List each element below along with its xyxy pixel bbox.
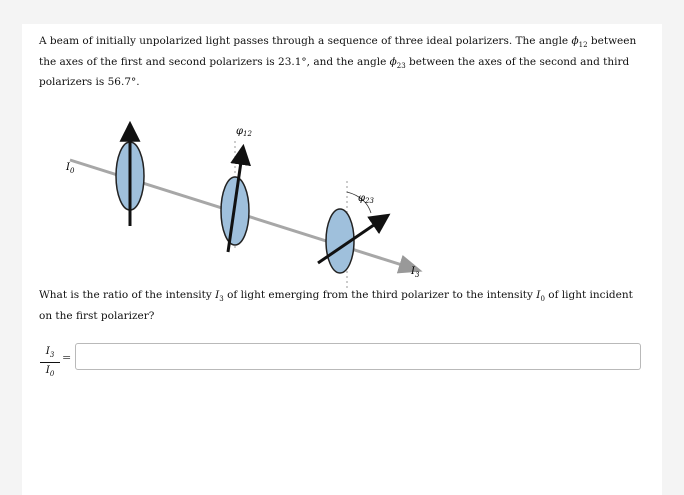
problem-text: between the axes of the second and third polarizers is xyxy=(39,55,630,89)
ratio-fraction-label xyxy=(40,345,60,380)
svg-text:I0 xyxy=(65,162,75,175)
phi-symbol: ϕ xyxy=(571,35,579,47)
phi-subscript-12: 12 xyxy=(578,41,588,50)
question-text xyxy=(39,287,639,324)
angle-23-value: 56.7° xyxy=(107,76,137,89)
answer-input[interactable] xyxy=(75,343,641,370)
angle-12-value: 23.1° xyxy=(278,55,307,68)
question-part: of light emerging from the third polarizer to the intensity xyxy=(223,289,537,301)
label-phi12: φ xyxy=(236,126,244,137)
equals-sign: = xyxy=(62,351,72,364)
label-i3-sub: 3 xyxy=(414,271,420,279)
symbol-i: I xyxy=(536,289,541,301)
polarizer-2 xyxy=(221,126,252,252)
polarizer-1 xyxy=(116,125,144,226)
fraction-bar xyxy=(40,362,60,363)
label-i3: I xyxy=(411,266,415,277)
symbol-i-sub: 0 xyxy=(540,295,545,304)
svg-text:φ12 xyxy=(236,126,252,138)
polarizer-diagram xyxy=(22,89,462,289)
problem-text: . xyxy=(136,76,140,89)
symbol-i-sub: 3 xyxy=(219,295,224,304)
label-phi12-sub: 12 xyxy=(243,130,252,138)
question-part: of light incident on the first polarizer? xyxy=(39,289,633,322)
question-part: What is the ratio of the intensity xyxy=(39,289,216,301)
label-phi23-sub: 23 xyxy=(365,197,374,205)
svg-text:φ23 xyxy=(358,193,374,205)
polarizer-3 xyxy=(318,181,387,289)
label-phi23: φ xyxy=(358,193,366,204)
label-i0: I xyxy=(66,162,70,173)
problem-text: A beam of initially unpolarized light passes through a sequence of three ideal polarizers. The angle xyxy=(39,35,572,47)
label-i0-sub: 0 xyxy=(69,167,75,175)
phi-symbol: ϕ xyxy=(389,55,397,68)
fraction-denominator: $I_0$ xyxy=(45,364,55,379)
question-card xyxy=(22,24,662,495)
problem-text: , and the angle xyxy=(306,55,390,68)
problem-text: between the axes of the first and second polarizers is xyxy=(39,35,637,68)
fraction-numerator: $I_3$ xyxy=(45,345,55,360)
symbol-i: I xyxy=(215,289,220,301)
problem-statement xyxy=(39,33,649,91)
phi-subscript-23: 23 xyxy=(396,61,406,70)
